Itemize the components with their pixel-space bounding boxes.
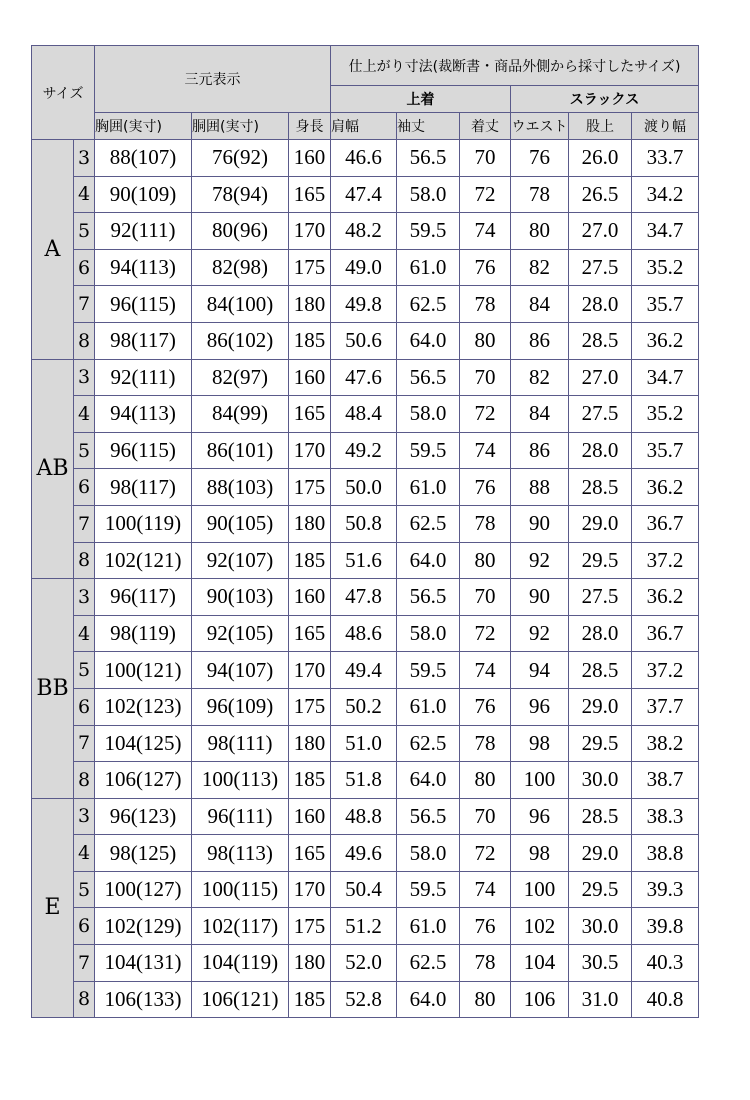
table-cell: 31.0 (569, 981, 632, 1018)
table-cell: 47.4 (331, 176, 397, 213)
table-cell: 102(121) (95, 542, 192, 579)
table-cell: 90 (511, 579, 569, 616)
table-cell: 92(111) (95, 359, 192, 396)
table-cell: 185 (289, 981, 331, 1018)
table-cell: 104 (511, 945, 569, 982)
table-cell: 38.3 (632, 798, 699, 835)
column-header-rise: 股上 (569, 113, 632, 140)
table-cell: 96 (511, 688, 569, 725)
table-cell: 98(125) (95, 835, 192, 872)
table-cell: 38.2 (632, 725, 699, 762)
table-cell: 34.7 (632, 213, 699, 250)
table-cell: 34.7 (632, 359, 699, 396)
table-cell: 96(111) (192, 798, 289, 835)
table-cell: 72 (460, 615, 511, 652)
table-cell: 34.2 (632, 176, 699, 213)
table-cell: 185 (289, 762, 331, 799)
table-row (32, 505, 699, 542)
table-cell: 100(121) (95, 652, 192, 689)
table-cell: 35.2 (632, 396, 699, 433)
table-cell: 165 (289, 396, 331, 433)
size-number-cell: 8 (74, 542, 95, 579)
table-cell: 88(107) (95, 140, 192, 177)
table-cell: 62.5 (397, 945, 460, 982)
table-cell: 175 (289, 908, 331, 945)
size-number-cell: 3 (74, 798, 95, 835)
size-number-cell: 7 (74, 505, 95, 542)
column-header-shoulder: 肩幅 (331, 113, 397, 140)
table-cell: 70 (460, 140, 511, 177)
table-cell: 165 (289, 615, 331, 652)
table-cell: 59.5 (397, 871, 460, 908)
table-row (32, 396, 699, 433)
table-cell: 35.2 (632, 249, 699, 286)
body-type-group-label: A (32, 140, 74, 360)
table-row (32, 945, 699, 982)
table-cell: 96(123) (95, 798, 192, 835)
table-cell: 86(101) (192, 432, 289, 469)
table-row (32, 981, 699, 1018)
table-cell: 38.8 (632, 835, 699, 872)
body-type-group-label: AB (32, 359, 74, 579)
column-header-waist-girth: 胴囲(実寸) (192, 113, 289, 140)
table-cell: 170 (289, 871, 331, 908)
table-cell: 106(127) (95, 762, 192, 799)
table-row (32, 688, 699, 725)
table-cell: 92(105) (192, 615, 289, 652)
table-cell: 50.4 (331, 871, 397, 908)
size-number-cell: 5 (74, 213, 95, 250)
table-cell: 180 (289, 286, 331, 323)
table-cell: 28.5 (569, 798, 632, 835)
table-cell: 28.5 (569, 322, 632, 359)
size-number-cell: 4 (74, 835, 95, 872)
table-cell: 84(100) (192, 286, 289, 323)
size-header: サイズ (32, 46, 95, 140)
table-cell: 59.5 (397, 213, 460, 250)
table-cell: 100(119) (95, 505, 192, 542)
table-row (32, 322, 699, 359)
table-cell: 70 (460, 359, 511, 396)
table-row (32, 359, 699, 396)
table-row (32, 615, 699, 652)
table-cell: 61.0 (397, 688, 460, 725)
table-cell: 96(117) (95, 579, 192, 616)
table-cell: 29.5 (569, 725, 632, 762)
table-cell: 38.7 (632, 762, 699, 799)
table-cell: 170 (289, 432, 331, 469)
table-cell: 92(107) (192, 542, 289, 579)
table-cell: 37.2 (632, 542, 699, 579)
table-cell: 26.5 (569, 176, 632, 213)
size-number-cell: 4 (74, 396, 95, 433)
table-cell: 51.0 (331, 725, 397, 762)
table-cell: 56.5 (397, 359, 460, 396)
table-cell: 29.0 (569, 505, 632, 542)
table-cell: 98(111) (192, 725, 289, 762)
table-cell: 88 (511, 469, 569, 506)
table-cell: 76(92) (192, 140, 289, 177)
table-cell: 102(117) (192, 908, 289, 945)
table-cell: 52.8 (331, 981, 397, 1018)
table-cell: 28.0 (569, 432, 632, 469)
table-cell: 180 (289, 505, 331, 542)
table-cell: 160 (289, 798, 331, 835)
table-cell: 78 (460, 286, 511, 323)
size-number-cell: 6 (74, 908, 95, 945)
table-cell: 96(109) (192, 688, 289, 725)
table-cell: 78 (460, 505, 511, 542)
table-cell: 49.2 (331, 432, 397, 469)
table-row (32, 140, 699, 177)
table-cell: 100 (511, 871, 569, 908)
table-cell: 96(115) (95, 432, 192, 469)
size-number-cell: 5 (74, 871, 95, 908)
table-cell: 104(131) (95, 945, 192, 982)
table-cell: 76 (511, 140, 569, 177)
table-cell: 50.0 (331, 469, 397, 506)
table-cell: 62.5 (397, 505, 460, 542)
table-cell: 160 (289, 359, 331, 396)
table-cell: 100(115) (192, 871, 289, 908)
table-cell: 76 (460, 469, 511, 506)
table-cell: 76 (460, 249, 511, 286)
table-cell: 175 (289, 688, 331, 725)
size-chart-table (31, 45, 699, 1018)
table-cell: 27.0 (569, 213, 632, 250)
table-cell: 56.5 (397, 579, 460, 616)
table-cell: 37.7 (632, 688, 699, 725)
table-cell: 39.3 (632, 871, 699, 908)
table-cell: 61.0 (397, 249, 460, 286)
table-cell: 80 (460, 542, 511, 579)
table-cell: 35.7 (632, 286, 699, 323)
table-row (32, 652, 699, 689)
table-cell: 47.6 (331, 359, 397, 396)
table-cell: 27.0 (569, 359, 632, 396)
size-number-cell: 7 (74, 286, 95, 323)
table-cell: 94(113) (95, 249, 192, 286)
size-number-cell: 3 (74, 579, 95, 616)
table-cell: 102 (511, 908, 569, 945)
table-cell: 64.0 (397, 762, 460, 799)
table-cell: 86(102) (192, 322, 289, 359)
table-cell: 98(113) (192, 835, 289, 872)
table-cell: 59.5 (397, 432, 460, 469)
size-number-cell: 3 (74, 359, 95, 396)
table-cell: 48.2 (331, 213, 397, 250)
table-row (32, 469, 699, 506)
table-cell: 35.7 (632, 432, 699, 469)
table-cell: 50.2 (331, 688, 397, 725)
table-cell: 104(119) (192, 945, 289, 982)
table-cell: 36.7 (632, 615, 699, 652)
table-cell: 27.5 (569, 396, 632, 433)
table-cell: 50.8 (331, 505, 397, 542)
table-cell: 72 (460, 396, 511, 433)
table-cell: 51.2 (331, 908, 397, 945)
table-cell: 58.0 (397, 835, 460, 872)
jacket-header: 上着 (331, 86, 511, 113)
table-row (32, 213, 699, 250)
table-cell: 80 (460, 762, 511, 799)
table-cell: 51.8 (331, 762, 397, 799)
table-cell: 74 (460, 432, 511, 469)
table-cell: 98 (511, 835, 569, 872)
table-cell: 49.8 (331, 286, 397, 323)
body-type-group-label: BB (32, 579, 74, 799)
table-cell: 90(109) (95, 176, 192, 213)
table-cell: 64.0 (397, 981, 460, 1018)
table-cell: 98(117) (95, 469, 192, 506)
finished-dimensions-header: 仕上がり寸法(裁断書・商品外側から採寸したサイズ) (331, 46, 699, 86)
table-cell: 72 (460, 835, 511, 872)
table-cell: 185 (289, 542, 331, 579)
table-cell: 102(129) (95, 908, 192, 945)
table-cell: 170 (289, 213, 331, 250)
table-cell: 165 (289, 176, 331, 213)
table-cell: 40.3 (632, 945, 699, 982)
table-row (32, 762, 699, 799)
table-cell: 86 (511, 432, 569, 469)
column-header-height: 身長 (289, 113, 331, 140)
table-cell: 64.0 (397, 542, 460, 579)
size-number-cell: 4 (74, 176, 95, 213)
table-cell: 61.0 (397, 908, 460, 945)
table-cell: 29.0 (569, 835, 632, 872)
table-cell: 170 (289, 652, 331, 689)
table-row (32, 725, 699, 762)
table-cell: 94(107) (192, 652, 289, 689)
table-row (32, 176, 699, 213)
table-cell: 74 (460, 213, 511, 250)
table-cell: 175 (289, 249, 331, 286)
column-header-chest: 胸囲(実寸) (95, 113, 192, 140)
table-cell: 90(103) (192, 579, 289, 616)
table-cell: 36.2 (632, 469, 699, 506)
table-cell: 92 (511, 615, 569, 652)
table-cell: 80(96) (192, 213, 289, 250)
table-cell: 74 (460, 652, 511, 689)
table-cell: 37.2 (632, 652, 699, 689)
table-cell: 62.5 (397, 286, 460, 323)
table-cell: 28.5 (569, 469, 632, 506)
table-row (32, 249, 699, 286)
table-cell: 82(97) (192, 359, 289, 396)
table-cell: 175 (289, 469, 331, 506)
size-number-cell: 7 (74, 725, 95, 762)
table-cell: 58.0 (397, 396, 460, 433)
table-cell: 98 (511, 725, 569, 762)
table-cell: 80 (460, 981, 511, 1018)
column-header-sleeve: 袖丈 (397, 113, 460, 140)
table-cell: 90(105) (192, 505, 289, 542)
table-cell: 29.5 (569, 871, 632, 908)
table-cell: 74 (460, 871, 511, 908)
table-cell: 29.0 (569, 688, 632, 725)
table-row (32, 908, 699, 945)
table-cell: 50.6 (331, 322, 397, 359)
table-row (32, 798, 699, 835)
table-cell: 58.0 (397, 176, 460, 213)
size-number-cell: 7 (74, 945, 95, 982)
column-header-thigh: 渡り幅 (632, 113, 699, 140)
table-cell: 70 (460, 798, 511, 835)
table-cell: 28.0 (569, 615, 632, 652)
table-cell: 100(127) (95, 871, 192, 908)
table-cell: 98(117) (95, 322, 192, 359)
table-cell: 104(125) (95, 725, 192, 762)
size-number-cell: 5 (74, 432, 95, 469)
table-cell: 80 (511, 213, 569, 250)
table-row (32, 286, 699, 323)
table-cell: 100 (511, 762, 569, 799)
table-cell: 76 (460, 908, 511, 945)
table-cell: 165 (289, 835, 331, 872)
table-cell: 62.5 (397, 725, 460, 762)
table-cell: 160 (289, 140, 331, 177)
table-cell: 49.0 (331, 249, 397, 286)
table-cell: 51.6 (331, 542, 397, 579)
table-cell: 76 (460, 688, 511, 725)
table-cell: 96 (511, 798, 569, 835)
table-cell: 82 (511, 249, 569, 286)
table-cell: 78 (460, 945, 511, 982)
body-type-group-label: E (32, 798, 74, 1018)
table-cell: 61.0 (397, 469, 460, 506)
column-header-length: 着丈 (460, 113, 511, 140)
table-row (32, 871, 699, 908)
table-row (32, 579, 699, 616)
table-cell: 92 (511, 542, 569, 579)
table-cell: 98(119) (95, 615, 192, 652)
table-cell: 180 (289, 725, 331, 762)
table-body (32, 140, 699, 1018)
table-cell: 82 (511, 359, 569, 396)
table-cell: 58.0 (397, 615, 460, 652)
column-header-waist: ウエスト (511, 113, 569, 140)
table-cell: 27.5 (569, 249, 632, 286)
table-cell: 180 (289, 945, 331, 982)
table-cell: 160 (289, 579, 331, 616)
table-cell: 59.5 (397, 652, 460, 689)
table-cell: 39.8 (632, 908, 699, 945)
table-cell: 27.5 (569, 579, 632, 616)
table-cell: 52.0 (331, 945, 397, 982)
table-cell: 84 (511, 396, 569, 433)
table-cell: 46.6 (331, 140, 397, 177)
size-number-cell: 8 (74, 322, 95, 359)
size-number-cell: 8 (74, 762, 95, 799)
size-number-cell: 5 (74, 652, 95, 689)
table-cell: 84(99) (192, 396, 289, 433)
table-cell: 56.5 (397, 140, 460, 177)
table-cell: 78 (460, 725, 511, 762)
table-cell: 102(123) (95, 688, 192, 725)
table-cell: 30.5 (569, 945, 632, 982)
table-cell: 48.4 (331, 396, 397, 433)
size-number-cell: 3 (74, 140, 95, 177)
table-cell: 49.6 (331, 835, 397, 872)
table-row (32, 542, 699, 579)
table-cell: 78(94) (192, 176, 289, 213)
table-cell: 100(113) (192, 762, 289, 799)
table-cell: 48.6 (331, 615, 397, 652)
table-cell: 70 (460, 579, 511, 616)
size-number-cell: 6 (74, 249, 95, 286)
size-number-cell: 4 (74, 615, 95, 652)
table-cell: 40.8 (632, 981, 699, 1018)
table-cell: 28.0 (569, 286, 632, 323)
table-cell: 78 (511, 176, 569, 213)
table-cell: 185 (289, 322, 331, 359)
table-cell: 47.8 (331, 579, 397, 616)
table-cell: 49.4 (331, 652, 397, 689)
table-cell: 94(113) (95, 396, 192, 433)
table-cell: 86 (511, 322, 569, 359)
table-cell: 106 (511, 981, 569, 1018)
table-cell: 64.0 (397, 322, 460, 359)
table-cell: 26.0 (569, 140, 632, 177)
table-cell: 80 (460, 322, 511, 359)
table-cell: 36.2 (632, 579, 699, 616)
table-cell: 92(111) (95, 213, 192, 250)
table-cell: 48.8 (331, 798, 397, 835)
table-cell: 94 (511, 652, 569, 689)
table-cell: 56.5 (397, 798, 460, 835)
slacks-header: スラックス (511, 86, 699, 113)
table-cell: 30.0 (569, 908, 632, 945)
table-cell: 84 (511, 286, 569, 323)
table-cell: 96(115) (95, 286, 192, 323)
table-cell: 28.5 (569, 652, 632, 689)
three-dim-header: 三元表示 (95, 46, 331, 113)
table-cell: 82(98) (192, 249, 289, 286)
table-cell: 29.5 (569, 542, 632, 579)
table-cell: 106(121) (192, 981, 289, 1018)
table-cell: 36.2 (632, 322, 699, 359)
table-cell: 90 (511, 505, 569, 542)
table-row (32, 835, 699, 872)
table-cell: 88(103) (192, 469, 289, 506)
table-cell: 72 (460, 176, 511, 213)
size-number-cell: 6 (74, 469, 95, 506)
size-number-cell: 8 (74, 981, 95, 1018)
size-number-cell: 6 (74, 688, 95, 725)
table-cell: 36.7 (632, 505, 699, 542)
table-cell: 30.0 (569, 762, 632, 799)
table-cell: 106(133) (95, 981, 192, 1018)
table-row (32, 432, 699, 469)
table-cell: 33.7 (632, 140, 699, 177)
